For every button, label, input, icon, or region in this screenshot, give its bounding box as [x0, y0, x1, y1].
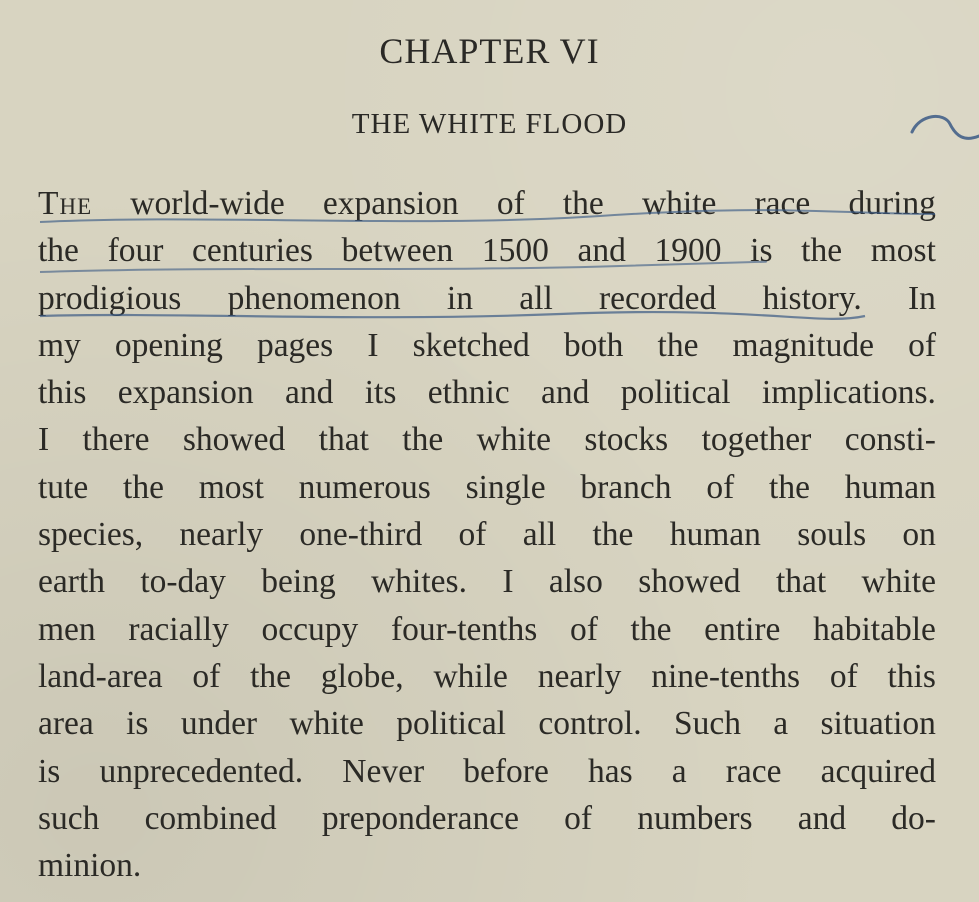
word: is — [38, 752, 61, 790]
word: world-wide — [130, 185, 285, 222]
word: numbers — [637, 799, 753, 837]
word: together — [701, 421, 812, 459]
word: the — [123, 468, 164, 506]
word: I — [367, 326, 379, 364]
text-line — [38, 558, 936, 605]
word: nearly — [537, 657, 622, 695]
word: I — [502, 563, 514, 601]
word: and — [577, 232, 626, 270]
word: expansion — [117, 374, 254, 412]
word: ethnic — [427, 374, 510, 412]
word: area — [38, 705, 94, 743]
word: has — [587, 752, 633, 790]
word: of — [496, 185, 525, 222]
word: single — [465, 468, 546, 506]
word: of — [564, 799, 593, 837]
word: of — [192, 657, 221, 695]
word: expansion — [322, 185, 459, 222]
word: species, — [38, 516, 144, 554]
word: under — [180, 705, 258, 743]
text-line — [38, 416, 936, 463]
word: its — [364, 374, 397, 412]
word: souls — [797, 516, 867, 554]
word: the — [592, 516, 634, 554]
word: centuries — [192, 232, 313, 270]
word: my — [38, 326, 81, 364]
word: one-third — [299, 516, 423, 554]
word: unprecedented. — [99, 752, 304, 790]
word: minion. — [38, 847, 142, 885]
word: most — [198, 468, 264, 506]
word: phenomenon — [227, 279, 401, 317]
word: occupy — [261, 610, 359, 648]
cut-off-next-line — [38, 880, 936, 902]
word: of — [569, 610, 598, 648]
word: white — [476, 421, 552, 459]
word: Never — [342, 752, 425, 790]
word: of — [458, 516, 487, 554]
word: habitable — [813, 610, 936, 648]
word: of — [829, 657, 858, 695]
word: is — [750, 232, 773, 270]
text-line — [38, 511, 936, 558]
text-line — [38, 322, 936, 369]
word: in — [446, 279, 473, 317]
word: sketched — [412, 326, 530, 364]
word: also — [548, 563, 603, 601]
word: such — [38, 799, 100, 837]
word: and — [541, 374, 590, 412]
word: the — [769, 468, 810, 506]
text-line — [38, 369, 936, 416]
text-line — [38, 748, 936, 795]
body-paragraph — [38, 180, 936, 889]
word: globe, — [320, 657, 404, 695]
word: of — [706, 468, 735, 506]
word: four — [107, 232, 164, 270]
word: whites. — [371, 563, 467, 601]
word: showed — [182, 421, 286, 459]
word: 1900 — [654, 232, 722, 270]
word: political — [396, 705, 506, 743]
word: implications. — [761, 374, 936, 412]
word: nine-tenths — [651, 657, 801, 695]
word: entire — [704, 610, 781, 648]
word: men — [38, 610, 96, 648]
word: the — [562, 185, 604, 222]
word: pages — [256, 326, 334, 364]
word: history. — [762, 279, 862, 317]
word: tute — [38, 468, 89, 506]
word: this — [887, 657, 936, 695]
word: I — [38, 421, 50, 459]
text-line — [38, 227, 936, 274]
word: both — [563, 326, 624, 364]
word: the — [657, 326, 699, 364]
word: political — [620, 374, 731, 412]
word: land-area — [38, 657, 163, 695]
word: white — [641, 185, 717, 222]
word: race — [754, 185, 811, 222]
word: there — [82, 421, 150, 459]
text-line — [38, 700, 936, 747]
word: nearly — [179, 516, 264, 554]
word: this — [38, 374, 87, 412]
word: preponderance — [321, 799, 519, 837]
word: the — [402, 421, 444, 459]
word: and — [285, 374, 334, 412]
text-line — [38, 180, 936, 227]
word: human — [669, 516, 761, 554]
word: is — [126, 705, 149, 743]
word: In — [908, 279, 936, 317]
word: human — [844, 468, 936, 506]
word: combined — [144, 799, 277, 837]
word: before — [463, 752, 549, 790]
word: race — [725, 752, 782, 790]
word: consti- — [844, 421, 936, 459]
text-line — [38, 795, 936, 842]
word: situation — [820, 705, 936, 743]
word: white — [289, 705, 364, 743]
word: to-day — [140, 563, 226, 601]
word: showed — [638, 563, 741, 601]
text-line — [38, 653, 936, 700]
word: branch — [580, 468, 672, 506]
word: that — [775, 563, 827, 601]
word: racially — [128, 610, 229, 648]
chapter-title: THE WHITE FLOOD — [351, 108, 628, 140]
word: stocks — [584, 421, 669, 459]
word: between — [341, 232, 454, 270]
word: a — [671, 752, 687, 790]
word: being — [261, 563, 336, 601]
opening-word-smallcaps: The — [38, 185, 93, 222]
word: a — [773, 705, 789, 743]
word: during — [848, 185, 936, 222]
word: the — [250, 657, 292, 695]
word: all — [519, 279, 553, 317]
text-line — [38, 464, 936, 511]
word: prodigious — [38, 279, 182, 317]
word: four-tenths — [390, 610, 538, 648]
word: recorded — [599, 279, 717, 317]
word: numerous — [298, 468, 431, 506]
word: 1500 — [481, 232, 549, 270]
word: the — [38, 232, 79, 270]
word: most — [870, 232, 936, 270]
text-line — [38, 275, 936, 322]
word: of — [908, 326, 936, 364]
word: earth — [38, 563, 105, 601]
word: and — [797, 799, 847, 837]
word: the — [801, 232, 843, 270]
text-line — [38, 606, 936, 653]
word: Such — [673, 705, 741, 743]
word: the — [630, 610, 672, 648]
chapter-heading: CHAPTER VI — [379, 31, 600, 71]
word: on — [902, 516, 936, 554]
word: do- — [891, 799, 936, 837]
word: magnitude — [732, 326, 874, 364]
word: control. — [538, 705, 642, 743]
word: opening — [114, 326, 223, 364]
word: while — [433, 657, 508, 695]
word: that — [318, 421, 369, 459]
word: acquired — [820, 752, 936, 790]
word: white — [861, 563, 936, 601]
word: all — [522, 516, 557, 554]
